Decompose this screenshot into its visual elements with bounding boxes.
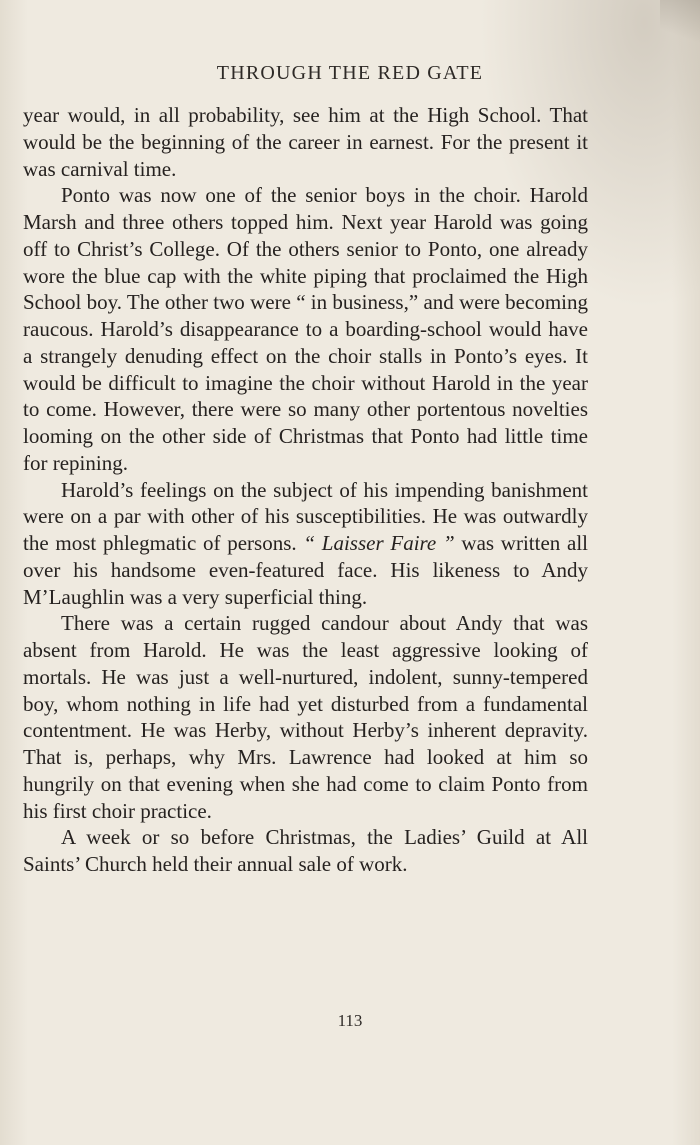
paragraph-1: year would, in all probability, see him at the High School. That would be the beginning of the career in earnest. For the present it was carnival time. <box>23 103 588 181</box>
paragraph-3-before: Harold’s feelings on the subject of his impending banishment were on a par with other of his susceptibilities. He was outwardly the most phlegmatic of persons. <box>23 477 588 555</box>
paragraph-3-after: was written all over his handsome even-featured face. His likeness to Andy M’Laughlin was a very superficial thing. <box>23 531 589 609</box>
running-head: THROUGH THE RED GATE <box>216 62 484 84</box>
body-text <box>23 102 588 878</box>
paragraph-5: A week or so before Christmas, the Ladies’ Guild at All Saints’ Church held their annual sale of work. <box>23 825 588 876</box>
page-corner-stain <box>660 0 700 48</box>
paragraph-3 <box>23 477 588 611</box>
paragraph-3-italic: “ Laisser Faire ” <box>303 531 455 555</box>
paragraph-4: There was a certain rugged candour about Andy that was absent from Harold. He was the least aggressive looking of mortals. He was just a well-nurtured, indolent, sunny-tempered boy, whom nothing in life had yet disturbed from a fundamental contentment. He was Herby, without Herby’s inherent depravity. That is, perhaps, why Mrs. Lawrence had looked at him so hungrily on that evening when she had come to claim Ponto from his first choir practice. <box>23 611 588 823</box>
paragraph-2: Ponto was now one of the senior boys in the choir. Harold Marsh and three others topped him. Next year Harold was going off to Christ’s College. Of the others senior to Ponto, one already wore the blue cap with the white piping that proclaimed the High School boy. The other two were “ in business,” and were becoming raucous. Harold’s disappearance to a boarding-school would have a strangely denuding effect on the choir stalls in Ponto’s eyes. It would be difficult to imagine the choir without Harold in the year to come. However, there were so many other portentous novelties looming on the other side of Christmas that Ponto had little time for repining. <box>23 183 588 475</box>
page-number: 113 <box>337 1011 363 1030</box>
